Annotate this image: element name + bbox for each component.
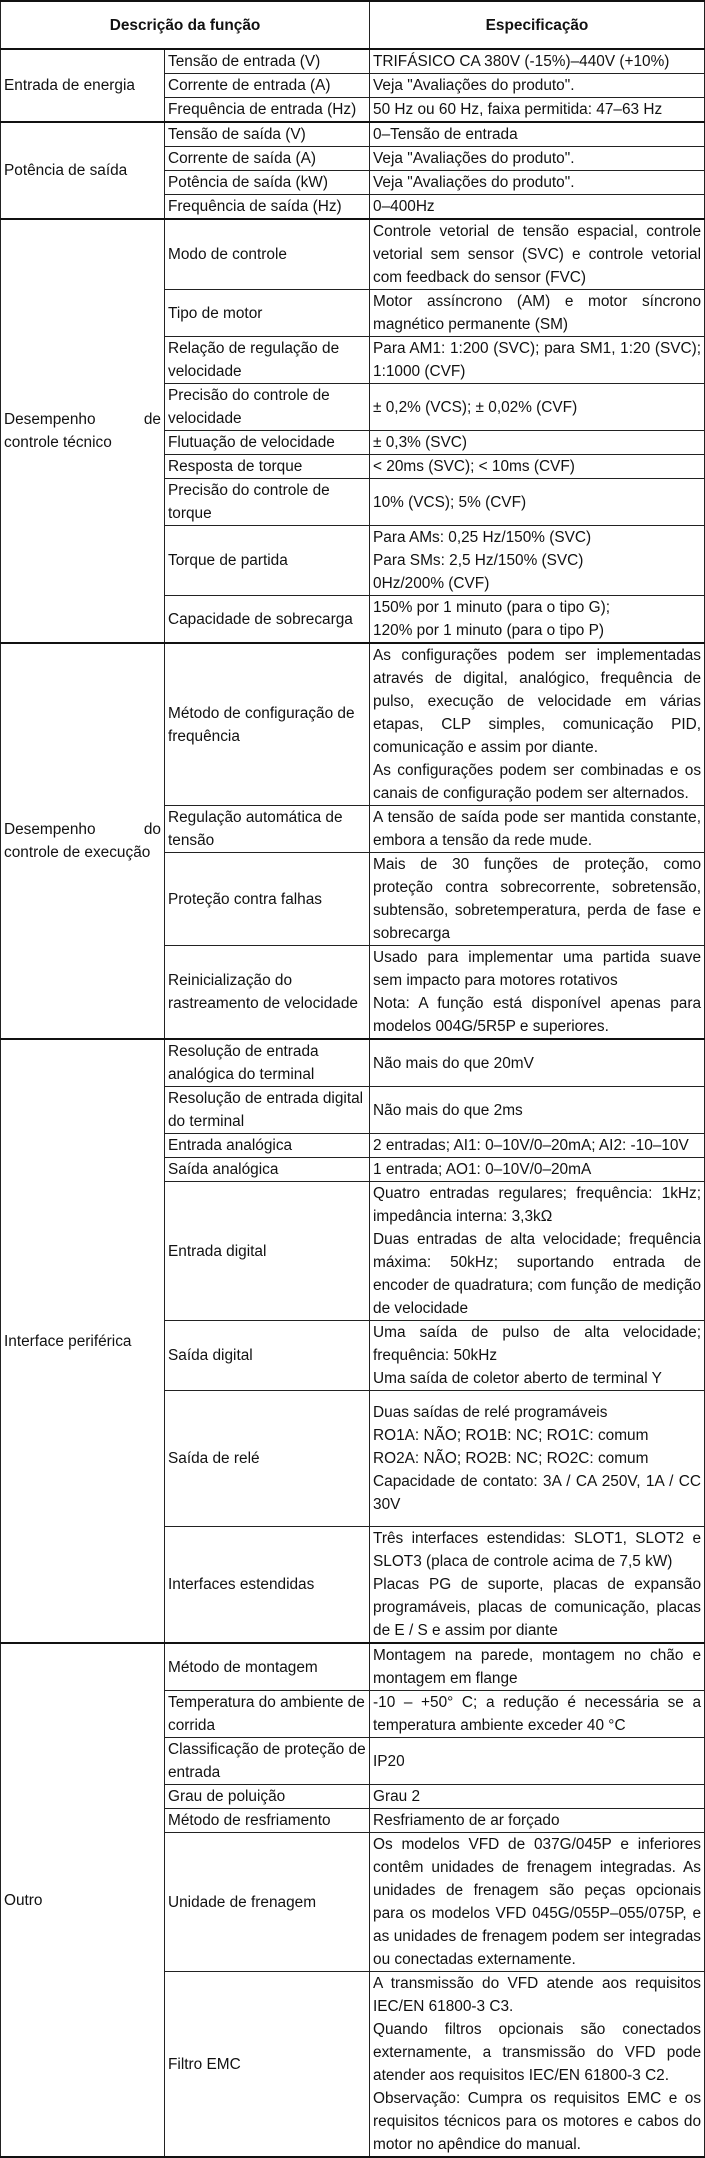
specification-cell	[370, 1691, 705, 1738]
specification-cell	[370, 1972, 705, 2158]
feature-label: Corrente de saída (A)	[168, 150, 316, 167]
feature-cell	[165, 1182, 370, 1321]
feature-cell	[165, 290, 370, 337]
specification-text: 120% por 1 minuto (para o tipo P)	[373, 622, 605, 639]
feature-label: Método de resfriamento	[168, 1812, 331, 1829]
specification-text: RO1A: NÃO; RO1B: NC; RO1C: comum	[373, 1427, 649, 1444]
specification-cell	[370, 219, 705, 290]
specification-text: Montagem na parede, montagem no chão e montagem em flange	[373, 1647, 702, 1687]
specification-text: IP20	[373, 1752, 405, 1770]
feature-label: Resolução de entrada analógica do terminal	[168, 1043, 319, 1083]
specification-text: Não mais do que 20mV	[373, 1054, 534, 1072]
table-row	[1, 1643, 705, 1691]
feature-cell	[165, 122, 370, 147]
specification-cell	[370, 1321, 705, 1391]
feature-cell	[165, 1527, 370, 1644]
specification-cell	[370, 98, 705, 123]
feature-label: Tensão de entrada (V)	[168, 53, 321, 70]
table-row	[1, 1039, 705, 1087]
specification-text: 2 entradas; AI1: 0–10V/0–20mA; AI2: -10–10V	[373, 1137, 689, 1154]
specification-text: Uma saída de pulso de alta velocidade; frequência: 50kHz	[373, 1324, 702, 1364]
table-row	[1, 49, 705, 74]
group-name: Potência de saída	[4, 162, 128, 179]
specification-text: Não mais do que 2ms	[373, 1101, 523, 1119]
table-body	[1, 49, 705, 2157]
specification-cell	[370, 596, 705, 644]
feature-label: Relação de regulação de velocidade	[168, 340, 340, 380]
specification-text: Para AM1: 1:200 (SVC); para SM1, 1:20 (SVC); 1:1000 (CVF)	[373, 340, 702, 380]
feature-cell	[165, 596, 370, 644]
group-name-cell	[1, 1039, 165, 1643]
specification-text: Quatro entradas regulares; frequência: 1kHz; impedância interna: 3,3kΩ	[373, 1185, 702, 1225]
specification-text: Veja "Avaliações do produto".	[373, 174, 575, 191]
specification-text: 0Hz/200% (CVF)	[373, 575, 490, 592]
feature-label: Interfaces estendidas	[168, 1576, 315, 1593]
feature-cell	[165, 1134, 370, 1158]
feature-cell	[165, 1158, 370, 1182]
specification-cell	[370, 1158, 705, 1182]
feature-cell	[165, 1833, 370, 1972]
specification-cell	[370, 431, 705, 455]
specification-text: As configurações podem ser combinadas e os canais de configuração podem ser alternados.	[373, 762, 702, 802]
feature-cell	[165, 384, 370, 431]
specification-cell	[370, 1643, 705, 1691]
specification-text: Nota: A função está disponível apenas para modelos 004G/5R5P e superiores.	[373, 995, 702, 1035]
specification-text: Veja "Avaliações do produto".	[373, 77, 575, 94]
specification-cell	[370, 290, 705, 337]
specification-text: < 20ms (SVC); < 10ms (CVF)	[373, 458, 575, 475]
specification-text: Mais de 30 funções de proteção, como proteção contra sobrecorrente, sobretensão, subtensão, sobretemperatura, perda de fase e sobrecarga	[373, 856, 702, 942]
specification-cell	[370, 171, 705, 195]
group-name-cell	[1, 49, 165, 122]
specification-text: RO2A: NÃO; RO2B: NC; RO2C: comum	[373, 1450, 649, 1467]
specification-cell	[370, 195, 705, 220]
specification-text: Quando filtros opcionais são conectados externamente, a transmissão do VFD pode atender aos requisitos IEC/EN 61800-3 C2.	[373, 2021, 702, 2084]
feature-label: Potência de saída (kW)	[168, 174, 328, 191]
feature-cell	[165, 1643, 370, 1691]
feature-cell	[165, 147, 370, 171]
feature-cell	[165, 1087, 370, 1134]
feature-label: Modo de controle	[168, 246, 287, 263]
feature-cell	[165, 171, 370, 195]
feature-cell	[165, 1809, 370, 1833]
specification-cell	[370, 49, 705, 74]
specification-cell	[370, 1738, 705, 1785]
specification-text: As configurações podem ser implementadas através de digital, analógico, frequência de pulso, execução de velocidade em várias etapas, CLP simples, comunicação PID, comunicação e assim por diante.	[373, 647, 702, 756]
feature-label: Regulação automática de tensão	[168, 809, 343, 849]
specification-text: Usado para implementar uma partida suave sem impacto para motores rotativos	[373, 949, 702, 989]
feature-label: Saída analógica	[168, 1161, 279, 1178]
feature-cell	[165, 219, 370, 290]
specification-text: Para AMs: 0,25 Hz/150% (SVC)	[373, 529, 592, 546]
group-name-cell	[1, 219, 165, 643]
specification-text: Três interfaces estendidas: SLOT1, SLOT2 e SLOT3 (placa de controle acima de 7,5 kW)	[373, 1530, 702, 1570]
specification-text: Placas PG de suporte, placas de expansão programáveis, placas de comunicação, placas de E / S e assim por diante	[373, 1576, 702, 1639]
specification-cell	[370, 1527, 705, 1644]
specification-cell	[370, 337, 705, 384]
specification-cell	[370, 946, 705, 1040]
feature-label: Entrada analógica	[168, 1137, 293, 1154]
feature-label: Flutuação de velocidade	[168, 434, 335, 451]
group-name: Desempenho do controle de execução	[4, 821, 161, 861]
feature-label: Saída digital	[168, 1347, 253, 1364]
specification-cell	[370, 1182, 705, 1321]
specification-cell	[370, 74, 705, 98]
feature-label: Resolução de entrada digital do terminal	[168, 1090, 364, 1130]
specification-text: 0–400Hz	[373, 198, 435, 215]
feature-cell	[165, 195, 370, 220]
feature-label: Proteção contra falhas	[168, 890, 322, 908]
specification-text: 10% (VCS); 5% (CVF)	[373, 493, 527, 511]
group-name: Interface periférica	[4, 1332, 132, 1350]
specification-cell	[370, 806, 705, 853]
feature-cell	[165, 806, 370, 853]
feature-cell	[165, 431, 370, 455]
specification-cell	[370, 643, 705, 806]
specification-text: Controle vetorial de tensão espacial, controle vetorial sem sensor (SVC) e controle vetorial com feedback do sensor (FVC)	[373, 223, 702, 286]
feature-label: Saída de relé	[168, 1450, 260, 1467]
feature-cell	[165, 526, 370, 596]
specification-cell	[370, 384, 705, 431]
feature-cell	[165, 479, 370, 526]
feature-label: Unidade de frenagem	[168, 1893, 317, 1911]
group-name-cell	[1, 643, 165, 1039]
feature-label: Resposta de torque	[168, 458, 303, 475]
specification-text: 150% por 1 minuto (para o tipo G);	[373, 599, 610, 616]
feature-cell	[165, 643, 370, 806]
specification-text: 50 Hz ou 60 Hz, faixa permitida: 47–63 Hz	[373, 101, 663, 118]
specification-text: Resfriamento de ar forçado	[373, 1812, 560, 1829]
feature-cell	[165, 853, 370, 946]
group-name-cell	[1, 122, 165, 219]
feature-label: Frequência de saída (Hz)	[168, 198, 342, 215]
feature-label: Filtro EMC	[168, 2055, 241, 2073]
feature-label: Corrente de entrada (A)	[168, 77, 331, 94]
feature-label: Capacidade de sobrecarga	[168, 610, 353, 628]
feature-cell	[165, 337, 370, 384]
feature-label: Classificação de proteção de entrada	[168, 1741, 366, 1781]
feature-cell	[165, 455, 370, 479]
feature-label: Grau de poluição	[168, 1788, 286, 1805]
feature-cell	[165, 1039, 370, 1087]
specification-text: Para SMs: 2,5 Hz/150% (SVC)	[373, 552, 584, 569]
feature-label: Precisão do controle de torque	[168, 482, 330, 522]
specification-cell	[370, 1809, 705, 1833]
specification-cell	[370, 479, 705, 526]
specification-text: Os modelos VFD de 037G/045P e inferiores contêm unidades de frenagem integradas. As unidades de frenagem são peças opcionais para os modelos VFD 045G/055P–055/075P, e as unidades de frenagem podem ser integradas ou conectadas externamente.	[373, 1836, 702, 1968]
specification-text: A transmissão do VFD atende aos requisitos IEC/EN 61800-3 C3.	[373, 1975, 702, 2015]
specification-text: Motor assíncrono (AM) e motor síncrono magnético permanente (SM)	[373, 293, 702, 333]
feature-label: Tipo de motor	[168, 304, 263, 322]
specification-cell	[370, 1134, 705, 1158]
specification-cell	[370, 1087, 705, 1134]
feature-label: Método de configuração de frequência	[168, 704, 355, 745]
specification-text: ± 0,2% (VCS); ± 0,02% (CVF)	[373, 398, 578, 416]
specification-text: Uma saída de coletor aberto de terminal Y	[373, 1370, 662, 1387]
specification-text: TRIFÁSICO CA 380V (-15%)–440V (+10%)	[373, 53, 670, 70]
specification-text: Veja "Avaliações do produto".	[373, 150, 575, 167]
specification-text: Capacidade de contato: 3A / CA 250V, 1A / CC 30V	[373, 1473, 702, 1513]
specification-text: Grau 2	[373, 1788, 421, 1805]
specification-cell	[370, 1785, 705, 1809]
specification-cell	[370, 122, 705, 147]
feature-cell	[165, 74, 370, 98]
feature-cell	[165, 1391, 370, 1527]
feature-cell	[165, 946, 370, 1040]
feature-cell	[165, 1321, 370, 1391]
specification-text: Duas saídas de relé programáveis	[373, 1404, 608, 1421]
table-row	[1, 122, 705, 147]
feature-label: Reinicialização do rastreamento de velocidade	[168, 972, 358, 1012]
specification-cell	[370, 147, 705, 171]
feature-label: Temperatura do ambiente de corrida	[168, 1694, 365, 1734]
group-name-cell	[1, 1643, 165, 2157]
group-name: Desempenho de controle técnico	[4, 411, 161, 451]
feature-cell	[165, 49, 370, 74]
specification-text: A tensão de saída pode ser mantida constante, embora a tensão da rede mude.	[373, 809, 702, 849]
specification-cell	[370, 1833, 705, 1972]
specification-text: 0–Tensão de entrada	[373, 126, 518, 143]
feature-label: Método de montagem	[168, 1658, 318, 1676]
group-name: Outro	[4, 1891, 43, 1909]
feature-label: Entrada digital	[168, 1242, 267, 1260]
specification-text: 1 entrada; AO1: 0–10V/0–20mA	[373, 1161, 592, 1178]
specification-cell	[370, 1391, 705, 1527]
specification-cell	[370, 455, 705, 479]
specification-text: -10 – +50° C; a redução é necessária se a temperatura ambiente exceder 40 °C	[373, 1694, 702, 1734]
feature-cell	[165, 1738, 370, 1785]
function-description-header: Descrição da função	[1, 1, 370, 49]
feature-label: Frequência de entrada (Hz)	[168, 101, 357, 118]
feature-cell	[165, 1691, 370, 1738]
feature-cell	[165, 1972, 370, 2158]
feature-cell	[165, 98, 370, 123]
group-name: Entrada de energia	[4, 77, 135, 94]
feature-label: Tensão de saída (V)	[168, 126, 306, 143]
specification-cell	[370, 853, 705, 946]
table-header-row	[1, 1, 705, 49]
feature-cell	[165, 1785, 370, 1809]
table-row	[1, 643, 705, 806]
specification-cell	[370, 526, 705, 596]
specification-text: ± 0,3% (SVC)	[373, 434, 467, 451]
feature-label: Torque de partida	[168, 552, 288, 569]
specification-text: Duas entradas de alta velocidade; frequência máxima: 50kHz; suportando entrada de encoder de quadratura; com função de medição de velocidade	[373, 1231, 702, 1317]
table-row	[1, 219, 705, 290]
feature-label: Precisão do controle de velocidade	[168, 387, 330, 427]
specification-text: Observação: Cumpra os requisitos EMC e os requisitos técnicos para os motores e cabos do motor no apêndice do manual.	[373, 2090, 702, 2153]
specification-header: Especificação	[370, 1, 705, 49]
specification-cell	[370, 1039, 705, 1087]
